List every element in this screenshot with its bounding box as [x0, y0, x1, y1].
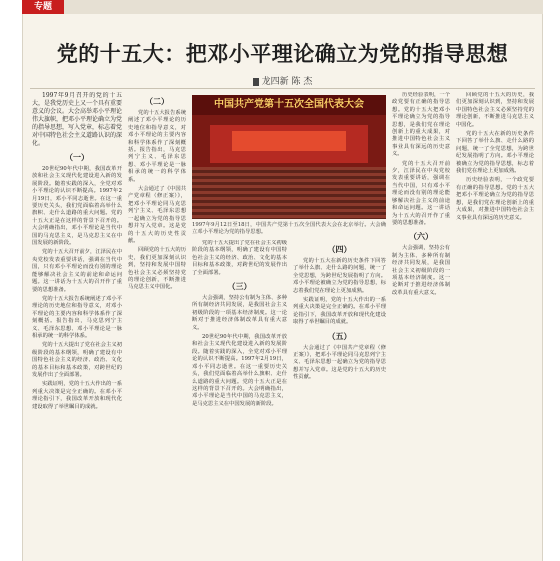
- paragraph: 回顾党的十五大的历史，我们更加深刻认识到，坚持和发展中国特色社会主义必须坚持党的理论创新，不断推进马克思主义中国化。: [456, 92, 534, 128]
- hall-shape: [192, 167, 386, 219]
- paragraph: 大会强调，坚持公有制为主体、多种所有制经济共同发展，是我国社会主义初级阶段的一项基本经济制度。这一论断对于推进经济体制改革具有重大意义。: [192, 295, 287, 331]
- column-5: [392, 92, 450, 554]
- paragraph: 党的十五大提出了党在社会主义初级阶段的基本纲领，明确了建设有中国特色社会主义的经济、政治、文化的基本目标和基本政策，对跨世纪的发展作出了全面部署。: [192, 240, 287, 276]
- section-heading-4: （四）: [327, 244, 352, 254]
- section-heading-3: （三）: [227, 281, 252, 292]
- column-1: [32, 92, 122, 554]
- column-2: [128, 92, 186, 554]
- column-6: [456, 92, 534, 554]
- section-heading-5: （五）: [327, 330, 352, 341]
- paragraph: 20世纪90年代中期，我国改革开放和社会主义现代化建设进入新的发展阶段。随着实践的深入，全党对邓小平理论的认识不断提高。1997年2月19日，邓小平同志逝世。在这一重要历史关头，我们党面临着高举什么旗帜、走什么道路的重大问题。党的十五大正是在这样的背景下召开的。大会明确指出，邓小平理论是当代中国的马克思主义，是马克思主义在中国发展的新阶段。: [32, 166, 122, 247]
- section-heading-1: （一）: [65, 152, 89, 162]
- article-byline: [22, 74, 543, 87]
- photo-banner: 中国共产党第十五次全国代表大会: [192, 95, 386, 115]
- byline-text: 龙四新 陈 杰: [261, 77, 313, 87]
- paragraph: 党的十五大在新的历史条件下回答了举什么旗、走什么路的问题，统一了全党思想，为跨世纪发展指明了方向。邓小平理论被确立为党的指导思想，标志着我们党在理论上更加成熟。: [456, 131, 534, 175]
- paragraph: 党的十五大在新的历史条件下回答了举什么旗、走什么路的问题，统一了全党思想，为跨世纪发展指明了方向。邓小平理论被确立为党的指导思想，标志着我们党在理论上更加成熟。: [293, 258, 386, 294]
- section-heading-6: （六）: [409, 231, 433, 242]
- byline-marker-icon: [253, 78, 259, 86]
- column-4: [293, 240, 386, 554]
- flags-shape: [232, 131, 346, 151]
- paragraph: 回顾党的十五大的历史，我们更加深刻认识到，坚持和发展中国特色社会主义必须坚持党的理论创新，不断推进马克思主义中国化。: [128, 247, 186, 291]
- paragraph: 实践证明，党的十五大作出的一系列重大决策是完全正确的。在邓小平理论指引下，我国改革开放和现代化建设取得了举世瞩目的成就。: [32, 381, 122, 410]
- paragraph: 党的十五大提出了党在社会主义初级阶段的基本纲领，明确了建设有中国特色社会主义的经济、政治、文化的基本目标和基本政策，对跨世纪的发展作出了全面部署。: [32, 342, 122, 378]
- paragraph: 历史经验表明，一个政党要有正确的指导思想。党的十五大把邓小平理论确立为党的指导思想，是我们党在理论创新上的重大成果，对推进中国特色社会主义事业具有深远的历史意义。: [392, 92, 450, 158]
- top-strip: [22, 0, 543, 14]
- congress-photo: [192, 95, 386, 219]
- paragraph: 20世纪90年代中期，我国改革开放和社会主义现代化建设进入新的发展阶段。随着实践的深入，全党对邓小平理论的认识不断提高。1997年2月19日，邓小平同志逝世。在这一重要历史关头，我们党面临着高举什么旗帜、走什么道路的重大问题。党的十五大正是在这样的背景下召开的。大会明确指出，邓小平理论是当代中国的马克思主义，是马克思主义在中国发展的新阶段。: [192, 334, 287, 407]
- paragraph: 党的十五大召开前夕，江泽民在中央党校发表重要讲话，强调在当代中国，只有邓小平理论而没有别的理论能够解决社会主义的前途和命运问题。这一讲话为十五大的召开作了重要的思想准备。: [392, 160, 450, 226]
- article-lead: 1997年9月召开的党的十五大，是我党历史上又一个具有重要意义的会议。大会高举邓小平理论伟大旗帜，把邓小平理论确立为党的指导思想，写入党章，标志着党对中国特色社会主义道路认识的深化。: [32, 92, 122, 147]
- paragraph: 党的十五大报告系统阐述了邓小平理论的历史地位和指导意义，对邓小平理论的主要内容和科学体系作了深刻概括。报告指出，马克思列宁主义、毛泽东思想、邓小平理论是一脉相承的统一的科学体系。: [32, 295, 122, 339]
- photo-caption: 1997年9月12日至18日，中国共产党第十五次全国代表大会在北京举行。大会确立邓小平理论为党的指导思想。: [192, 222, 386, 235]
- paragraph: 大会通过了《中国共产党章程（修正案）》，把邓小平理论同马克思列宁主义、毛泽东思想一起确立为党的指导思想并写入党章。这是党的十五大的历史性贡献。: [293, 344, 386, 381]
- divider: [30, 88, 535, 89]
- column-3: [192, 240, 287, 554]
- section-heading-2: （二）: [145, 96, 169, 106]
- article-headline: 党的十五大：把邓小平理论确立为党的指导思想: [56, 41, 509, 66]
- section-tag: 专题: [22, 0, 64, 14]
- paragraph: 历史经验表明，一个政党要有正确的指导思想。党的十五大把邓小平理论确立为党的指导思想，是我们党在理论创新上的重大成果，对推进中国特色社会主义事业具有深远的历史意义。: [456, 177, 534, 221]
- paragraph: 大会强调，坚持公有制为主体、多种所有制经济共同发展，是我国社会主义初级阶段的一项基本经济制度。这一论断对于推进经济体制改革具有重大意义。: [392, 245, 450, 296]
- paragraph: 党的十五大报告系统阐述了邓小平理论的历史地位和指导意义，对邓小平理论的主要内容和科学体系作了深刻概括。报告指出，马克思列宁主义、毛泽东思想、邓小平理论是一脉相承的统一的科学体系。: [128, 110, 186, 183]
- paragraph: 党的十五大召开前夕，江泽民在中央党校发表重要讲话，强调在当代中国，只有邓小平理论而没有别的理论能够解决社会主义的前途和命运问题。这一讲话为十五大的召开作了重要的思想准备。: [32, 249, 122, 293]
- paragraph: 实践证明，党的十五大作出的一系列重大决策是完全正确的。在邓小平理论指引下，我国改革开放和现代化建设取得了举世瞩目的成就。: [293, 297, 386, 326]
- paragraph: 大会通过了《中国共产党章程（修正案）》，把邓小平理论同马克思列宁主义、毛泽东思想一起确立为党的指导思想并写入党章。这是党的十五大的历史性贡献。: [128, 186, 186, 244]
